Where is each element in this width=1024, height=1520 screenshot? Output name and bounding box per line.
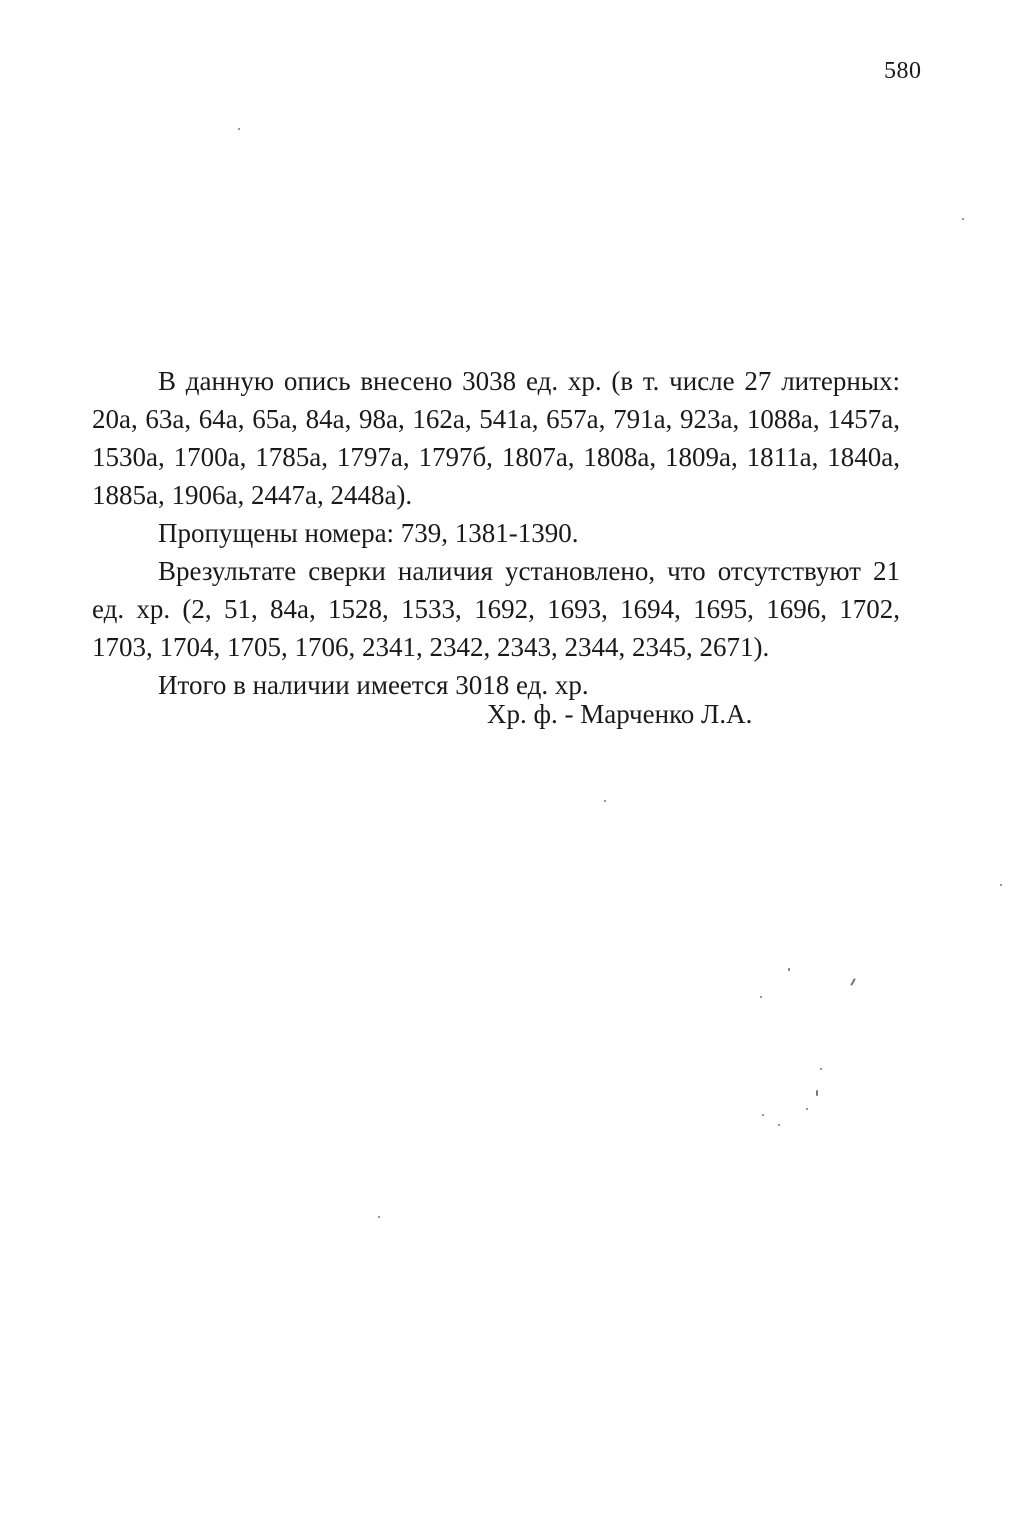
page-number: 580 (884, 58, 922, 84)
signature-line: Хр. ф. - Марченко Л.А. (487, 699, 753, 729)
paragraph-missing-units: Врезультате сверки наличия установлено, что отсутствуют 21 ед. хр. (2, 51, 84а, 1528, 1533, 1692, 1693, 1694, 1695, 1696, 1702, 1703, 1704, 1705, 1706, 2341, 2342, 2343, 2344, 2345, 2671). (92, 556, 900, 662)
inventory-summary (92, 362, 900, 704)
paragraph-skipped-numbers: Пропущены номера: 739, 1381-1390. (158, 518, 579, 548)
paragraph-total-units: В данную опись внесено 3038 ед. хр. (в т. числе 27 литерных: 20а, 63а, 64а, 65а, 84а, 98а, 162а, 541а, 657а, 791а, 923а, 1088а, 1457а, 1530а, 1700а, 1785а, 1797а, 1797б, 1807а, 1808а, 1809а, 1811а, 1840а, 1885а, 1906а, 2447а, 2448а). (92, 366, 900, 510)
paragraph-available-total: Итого в наличии имеется 3018 ед. хр. (158, 670, 589, 700)
